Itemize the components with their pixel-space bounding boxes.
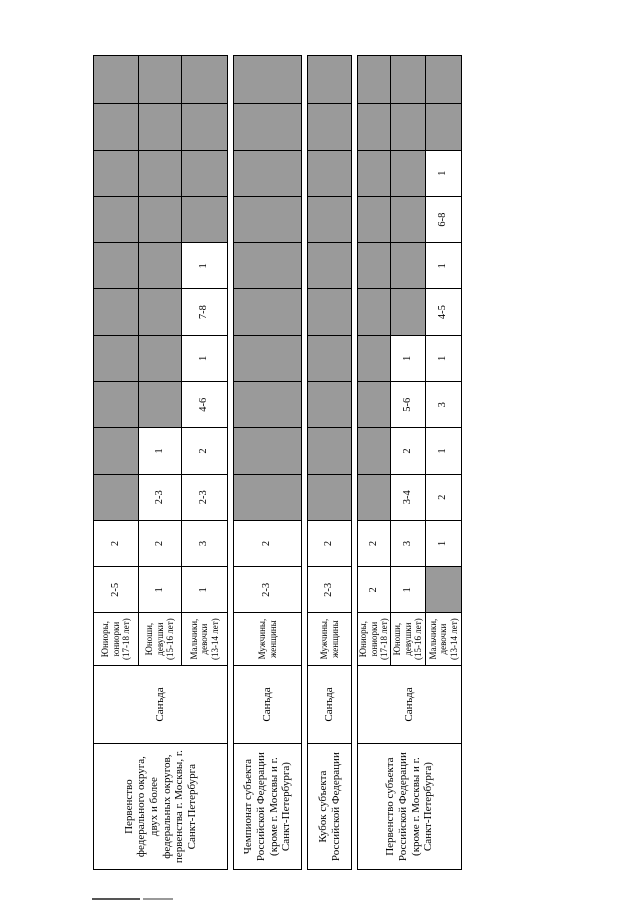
- value-cell: [234, 196, 302, 242]
- value-cell: 2: [139, 520, 182, 566]
- value-cell: [234, 289, 302, 335]
- event-cell: Чемпионат субъекта Российской Федерации (кроме г. Москвы и г. Санкт-Петербурга): [234, 744, 302, 870]
- value-cell: [182, 104, 228, 150]
- sport-cell: Санъда: [234, 665, 302, 743]
- value-cell: 3: [426, 382, 462, 428]
- value-cell: [358, 289, 391, 335]
- value-cell: [139, 289, 182, 335]
- value-cell: [358, 243, 391, 289]
- value-cell: [139, 196, 182, 242]
- value-cell: 2: [308, 520, 352, 566]
- value-cell: [139, 150, 182, 196]
- value-cell: 2: [358, 520, 391, 566]
- value-cell: [308, 150, 352, 196]
- value-cell: [234, 56, 302, 104]
- value-cell: [139, 56, 182, 104]
- value-cell: 2-3: [308, 567, 352, 613]
- value-cell: [358, 335, 391, 381]
- value-cell: 2: [391, 428, 426, 474]
- age-cell: Юниоры, юниорки (17-18 лет): [358, 613, 391, 665]
- value-cell: [182, 150, 228, 196]
- sports-ranks-table: [93, 55, 462, 870]
- sport-cell: Санъда: [358, 665, 462, 743]
- event-cell: Первенство федерального округа, двух и более федеральных округов, первенства г. Москвы, г. Санкт-Петербурга: [94, 744, 228, 870]
- value-cell: [94, 196, 139, 242]
- value-cell: 3: [182, 520, 228, 566]
- value-cell: [139, 243, 182, 289]
- value-cell: 1: [426, 243, 462, 289]
- value-cell: [308, 289, 352, 335]
- age-cell: Мужчины, женщины: [234, 613, 302, 665]
- value-cell: 1: [391, 567, 426, 613]
- value-cell: [391, 243, 426, 289]
- value-cell: [234, 474, 302, 520]
- value-cell: [426, 567, 462, 613]
- table-row: [94, 56, 139, 870]
- value-cell: [358, 428, 391, 474]
- value-cell: [308, 382, 352, 428]
- value-cell: [139, 104, 182, 150]
- value-cell: 2-3: [182, 474, 228, 520]
- value-cell: 2: [426, 474, 462, 520]
- value-cell: [358, 56, 391, 104]
- age-cell: Мальчики, девочки (13-14 лет): [182, 613, 228, 665]
- value-cell: [139, 335, 182, 381]
- value-cell: [391, 56, 426, 104]
- value-cell: [308, 335, 352, 381]
- value-cell: [94, 289, 139, 335]
- value-cell: [182, 196, 228, 242]
- value-cell: 1: [182, 243, 228, 289]
- value-cell: 2: [182, 428, 228, 474]
- value-cell: 1: [426, 150, 462, 196]
- value-cell: [426, 104, 462, 150]
- value-cell: [308, 104, 352, 150]
- value-cell: [426, 56, 462, 104]
- value-cell: [94, 56, 139, 104]
- value-cell: [358, 196, 391, 242]
- table-row: [308, 56, 352, 870]
- value-cell: [94, 335, 139, 381]
- value-cell: [234, 150, 302, 196]
- value-cell: [308, 243, 352, 289]
- event-cell: Первенство субъекта Российской Федерации (кроме г. Москвы и г. Санкт-Петербурга): [358, 744, 462, 870]
- sport-cell: Санъда: [94, 665, 228, 743]
- value-cell: [391, 104, 426, 150]
- value-cell: 2: [234, 520, 302, 566]
- value-cell: [358, 150, 391, 196]
- value-cell: [234, 243, 302, 289]
- value-cell: 1: [182, 335, 228, 381]
- value-cell: [234, 428, 302, 474]
- value-cell: [308, 196, 352, 242]
- value-cell: 4-6: [182, 382, 228, 428]
- value-cell: 1: [426, 335, 462, 381]
- value-cell: [94, 150, 139, 196]
- value-cell: [358, 474, 391, 520]
- value-cell: [358, 382, 391, 428]
- value-cell: [139, 382, 182, 428]
- value-cell: 2-3: [234, 567, 302, 613]
- value-cell: 2: [358, 567, 391, 613]
- value-cell: [94, 474, 139, 520]
- value-cell: 1: [426, 428, 462, 474]
- scan-mark: [143, 898, 173, 900]
- value-cell: 5-6: [391, 382, 426, 428]
- value-cell: [94, 428, 139, 474]
- value-cell: 1: [139, 428, 182, 474]
- value-cell: [391, 196, 426, 242]
- value-cell: [391, 289, 426, 335]
- value-cell: [391, 150, 426, 196]
- value-cell: 3: [391, 520, 426, 566]
- value-cell: [308, 428, 352, 474]
- table-frame: [93, 55, 459, 870]
- age-cell: Мальчики, девочки (13-14 лет): [426, 613, 462, 665]
- value-cell: [234, 104, 302, 150]
- value-cell: [308, 56, 352, 104]
- event-cell: Кубок субъекта Российской Федерации: [308, 744, 352, 870]
- value-cell: [234, 382, 302, 428]
- scan-mark: [92, 898, 140, 900]
- age-cell: Мужчины, женщины: [308, 613, 352, 665]
- value-cell: [308, 474, 352, 520]
- table-row: [234, 56, 302, 870]
- value-cell: [94, 104, 139, 150]
- value-cell: [94, 382, 139, 428]
- value-cell: 2-5: [94, 567, 139, 613]
- value-cell: 4-5: [426, 289, 462, 335]
- value-cell: 2: [94, 520, 139, 566]
- value-cell: 3-4: [391, 474, 426, 520]
- value-cell: [234, 335, 302, 381]
- value-cell: [358, 104, 391, 150]
- value-cell: 1: [182, 567, 228, 613]
- value-cell: 7-8: [182, 289, 228, 335]
- value-cell: 1: [426, 520, 462, 566]
- value-cell: [182, 56, 228, 104]
- age-cell: Юноши, девушки (15-16 лет): [391, 613, 426, 665]
- value-cell: 1: [391, 335, 426, 381]
- value-cell: 1: [139, 567, 182, 613]
- sport-cell: Санъда: [308, 665, 352, 743]
- table-row: [358, 56, 391, 870]
- age-cell: Юноши, девушки (15-16 лет): [139, 613, 182, 665]
- value-cell: 6-8: [426, 196, 462, 242]
- value-cell: [94, 243, 139, 289]
- age-cell: Юниоры, юниорки (17-18 лет): [94, 613, 139, 665]
- value-cell: 2-3: [139, 474, 182, 520]
